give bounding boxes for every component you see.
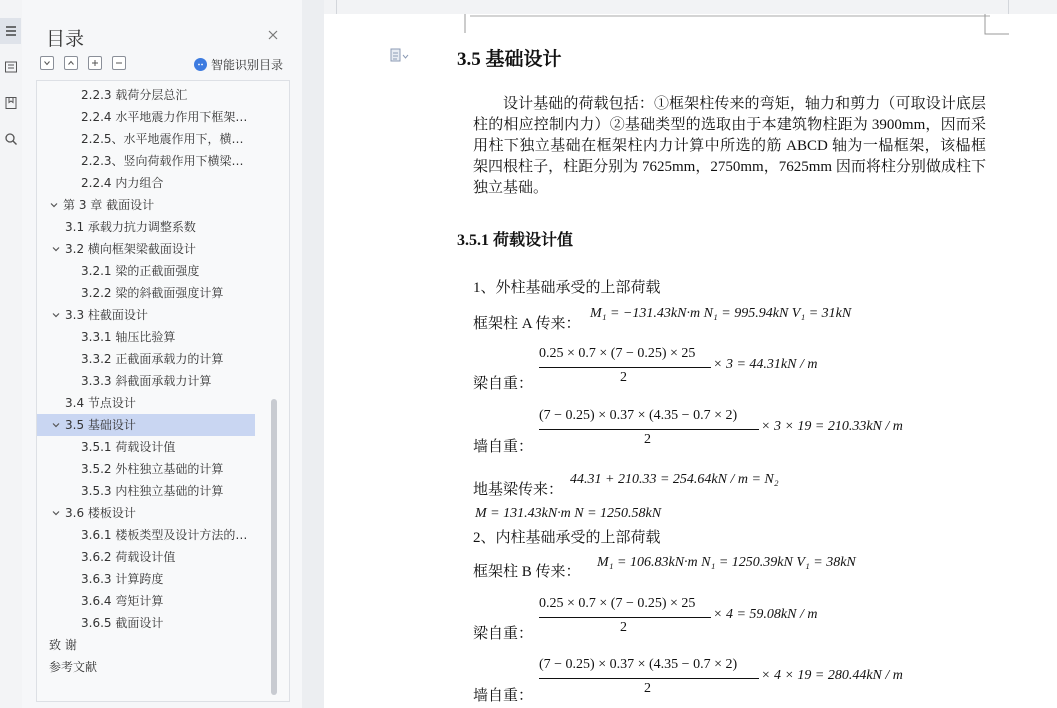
smart-recognize-toc-button[interactable] (194, 56, 283, 73)
toc-item[interactable] (37, 326, 269, 348)
remove-heading-icon[interactable] (112, 56, 126, 70)
toc-item[interactable] (37, 392, 269, 414)
expand-up-icon[interactable] (64, 56, 78, 70)
toc-item-label: 2.2.3、竖向荷载作用下横梁… (81, 154, 244, 168)
fraction-numerator: (7 − 0.25) × 0.37 × (4.35 − 0.7 × 2) (539, 408, 738, 423)
fraction-result: × 3 = 44.31kN / m (713, 357, 818, 372)
collapse-all-icon[interactable] (40, 56, 54, 70)
toc-item-label: 3.6.2 荷载设计值 (81, 550, 176, 564)
toc-item-label: 2.2.3 载荷分层总汇 (81, 88, 188, 102)
thumbnail-icon[interactable] (0, 54, 21, 80)
toc-item-label: 2.2.4 水平地震力作用下框架… (81, 110, 248, 124)
toc-title: 目录 (46, 28, 85, 50)
inner-column-title: 2、内柱基础承受的上部荷载 (473, 530, 661, 546)
toc-item[interactable] (37, 260, 269, 282)
toc-panel-icon[interactable] (0, 18, 21, 44)
crop-mark (452, 14, 466, 34)
fraction-denominator: 2 (644, 432, 651, 447)
toc-item[interactable] (37, 480, 269, 502)
beam-weight-label: 梁自重： (473, 376, 534, 392)
toc-item[interactable] (37, 150, 269, 172)
toc-item[interactable] (37, 370, 269, 392)
smart-recognize-label: 智能识别目录 (211, 58, 284, 72)
toc-item[interactable] (37, 304, 255, 326)
bookmark-icon[interactable] (0, 90, 21, 116)
chevron-down-icon[interactable] (51, 310, 61, 320)
toc-item[interactable] (37, 216, 269, 238)
fraction-numerator: (7 − 0.25) × 0.37 × (4.35 − 0.7 × 2) (539, 657, 738, 672)
document-page (324, 14, 1057, 708)
toc-item[interactable] (37, 458, 269, 480)
toc-item-label: 3.6.3 计算跨度 (81, 572, 164, 586)
column-a-formula: M₁ = −131.43kN·m N₁ = 995.94kN V₁ = 31kN (590, 306, 852, 321)
wall-weight-formula (539, 408, 939, 452)
fraction-bar (539, 617, 711, 618)
toc-item-label: 3.3.2 正截面承载力的计算 (81, 352, 224, 366)
body-paragraph: 设计基础的荷载包括：①框架柱传来的弯矩，轴力和剪力（可取设计底层柱的相应控制内力）②基础类型的选取由于本建筑物柱距为 3900mm，因而采用柱下独立基础在框架柱内力计算中所选的筋 ABCD 轴为一榀框架，该榀框架四根柱子，柱距分别为 7625mm，2750mm，7625mm 因而将柱分别做成柱下独立基础。 (473, 96, 986, 196)
close-icon[interactable] (266, 27, 280, 41)
toc-item[interactable] (37, 128, 269, 150)
toc-item-label: 3.6 楼板设计 (65, 506, 136, 520)
toc-item-label: 3.2.1 梁的正截面强度 (81, 264, 200, 278)
fraction-result: × 3 × 19 = 210.33kN / m (761, 419, 903, 434)
toc-scrollbar[interactable] (271, 399, 277, 695)
column-b-label: 框架柱 B 传来： (473, 564, 581, 580)
toc-item[interactable] (37, 172, 269, 194)
toc-item[interactable] (37, 656, 269, 678)
toc-item[interactable] (37, 634, 269, 656)
column-b-formula: M₁ = 106.83kN·m N₁ = 1250.39kN V₁ = 38kN (597, 555, 856, 570)
toc-item[interactable] (37, 348, 269, 370)
fraction-denominator: 2 (620, 620, 627, 635)
toc-item[interactable] (37, 106, 269, 128)
toc-item-label: 3.5 基础设计 (65, 418, 136, 432)
toc-item[interactable] (37, 546, 269, 568)
fraction-denominator: 2 (620, 370, 627, 385)
toc-item[interactable] (37, 238, 255, 260)
ground-beam-formula: 44.31 + 210.33 = 254.64kN / m = N₂ (570, 472, 779, 487)
wall-weight-label: 墙自重： (473, 439, 534, 455)
toc-item-label: 第 3 章 截面设计 (63, 198, 155, 212)
toc-item-label: 3.5.2 外柱独立基础的计算 (81, 462, 224, 476)
toc-item[interactable] (37, 282, 269, 304)
pane-gutter (302, 0, 324, 708)
fraction-numerator: 0.25 × 0.7 × (7 − 0.25) × 25 (539, 346, 696, 361)
column-a-label: 框架柱 A 传来： (473, 316, 581, 332)
toc-item-label: 3.6.1 楼板类型及设计方法的… (81, 528, 248, 542)
header-rule (470, 14, 990, 18)
chevron-down-icon[interactable] (51, 508, 61, 518)
inner-wall-weight-formula (539, 657, 939, 701)
toc-item-label: 3.2.2 梁的斜截面强度计算 (81, 286, 224, 300)
toc-item-label: 3.5.3 内柱独立基础的计算 (81, 484, 224, 498)
toc-item-label: 3.3.3 斜截面承载力计算 (81, 374, 212, 388)
toc-item-label: 3.5.1 荷载设计值 (81, 440, 176, 454)
outer-column-title: 1、外柱基础承受的上部荷载 (473, 280, 661, 296)
fraction-denominator: 2 (644, 681, 651, 696)
inner-beam-weight-formula (539, 596, 839, 640)
toc-item[interactable] (37, 524, 269, 546)
toc-item-label: 3.6.4 弯矩计算 (81, 594, 164, 608)
section-heading: 3.5 基础设计 (457, 49, 562, 70)
toc-item-label: 致 谢 (49, 638, 77, 652)
toc-item[interactable] (37, 612, 269, 634)
subsection-heading: 3.5.1 荷载设计值 (457, 232, 574, 249)
toc-toolbar (40, 56, 126, 70)
toc-list (36, 80, 290, 702)
toc-item[interactable] (37, 84, 269, 106)
fraction-result: × 4 × 19 = 280.44kN / m (761, 668, 903, 683)
page-top-margin (324, 0, 1057, 15)
toc-item-label: 3.3.1 轴压比验算 (81, 330, 176, 344)
fraction-numerator: 0.25 × 0.7 × (7 − 0.25) × 25 (539, 596, 696, 611)
add-heading-icon[interactable] (88, 56, 102, 70)
fraction-bar (539, 678, 759, 679)
toc-item[interactable] (37, 590, 269, 612)
chevron-down-icon[interactable] (51, 244, 61, 254)
toc-item-label: 2.2.5、水平地震作用下，横… (81, 132, 244, 146)
left-icon-rail (0, 0, 23, 708)
paragraph-menu-icon[interactable] (390, 48, 410, 64)
toc-item-label: 2.2.4 内力组合 (81, 176, 164, 190)
chevron-down-icon[interactable] (51, 420, 61, 430)
robot-icon (194, 58, 207, 71)
toc-item-label: 3.2 横向框架梁截面设计 (65, 242, 196, 256)
fraction-result: × 4 = 59.08kN / m (713, 607, 818, 622)
fraction-bar (539, 429, 759, 430)
toc-item-label: 3.3 柱截面设计 (65, 308, 148, 322)
toc-item[interactable] (37, 436, 269, 458)
crop-mark (984, 14, 1010, 36)
beam-weight-formula (539, 346, 839, 390)
find-icon[interactable] (0, 126, 21, 152)
toc-item[interactable] (37, 194, 269, 216)
toc-item[interactable] (37, 502, 255, 524)
toc-item[interactable] (37, 568, 269, 590)
ground-beam-label: 地基梁传来： (473, 482, 564, 498)
chevron-down-icon[interactable] (49, 200, 59, 210)
toc-panel (22, 0, 302, 708)
fraction-bar (539, 367, 711, 368)
wall-weight-label: 墙自重： (473, 688, 534, 704)
toc-item[interactable] (37, 414, 255, 436)
toc-item-label: 3.6.5 截面设计 (81, 616, 164, 630)
toc-item-label: 3.4 节点设计 (65, 396, 136, 410)
beam-weight-label: 梁自重： (473, 626, 534, 642)
toc-item-label: 参考文献 (49, 660, 98, 674)
outer-total-formula: M = 131.43kN·m N = 1250.58kN (475, 506, 662, 521)
toc-item-label: 3.1 承载力抗力调整系数 (65, 220, 196, 234)
